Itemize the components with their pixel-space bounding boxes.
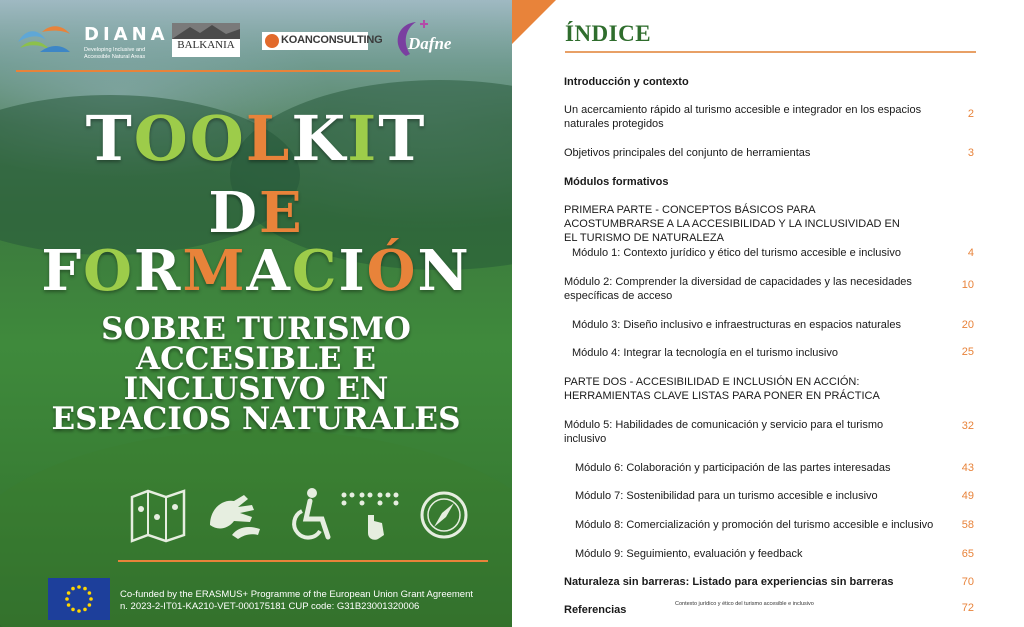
- toc-entry[interactable]: Módulo 8: Comercialización y promoción del turismo accesible e inclusivo: [575, 519, 934, 531]
- toc-heading: Introducción y contexto: [564, 76, 689, 88]
- toc-page-number: 32: [961, 420, 974, 432]
- title-toolkit: [0, 102, 512, 175]
- sign-language-icon: [204, 485, 266, 545]
- braille-icon: [338, 485, 402, 545]
- toc-heading: Módulos formativos: [564, 176, 669, 188]
- map-icon: [128, 485, 188, 545]
- partner-logos: [0, 14, 512, 66]
- title-letter: D: [208, 180, 259, 246]
- title-de: [0, 180, 512, 246]
- title-letter: T: [378, 102, 427, 175]
- koan-logo: [262, 32, 383, 50]
- toc-entry[interactable]: Módulo 2: Comprender la diversidad de capacidades y las necesidades específicas de acceso: [564, 276, 912, 302]
- toc-page-number: 49: [961, 490, 974, 502]
- title-letter: I: [338, 238, 367, 304]
- divider: [16, 70, 400, 72]
- accessibility-icons: [124, 485, 474, 549]
- toc-page-number: 10: [961, 279, 974, 291]
- balkania-logo: [172, 23, 240, 57]
- funding-line: Co-funded by the ERASMUS+ Programme of the European Union Grant Agreement: [120, 589, 474, 600]
- toc-entry[interactable]: Módulo 9: Seguimiento, evaluación y feedback: [575, 548, 803, 560]
- title-letter: K: [291, 102, 348, 175]
- koan-mark-icon: [265, 34, 279, 48]
- toc-entry[interactable]: Módulo 3: Diseño inclusivo e infraestructuras en espacios naturales: [572, 319, 901, 331]
- title-letter: E: [258, 180, 304, 246]
- divider: [118, 560, 488, 562]
- toc-page-number: 65: [961, 548, 974, 560]
- toc-part-heading: PRIMERA PARTE - CONCEPTOS BÁSICOS PARA ACOSTUMBRARSE A LA ACCESIBILIDAD Y LA INCLUSIVIDAD EN EL TURISMO DE NATURALEZA: [564, 204, 900, 244]
- title-letter: OO: [133, 102, 246, 175]
- toc-page-number: 25: [961, 346, 974, 358]
- toc-entry[interactable]: Un acercamiento rápido al turismo accesible e integrador en los espacios naturales protegidos: [564, 104, 922, 130]
- balkania-logo-text: BALKANIA: [177, 39, 235, 51]
- dafne-logo-text: Dafne: [408, 34, 452, 53]
- title-letter: A: [246, 238, 292, 304]
- diana-logo-name: DIANA: [84, 24, 169, 45]
- funding-statement: [120, 589, 500, 613]
- toc-entry[interactable]: Módulo 1: Contexto jurídico y ético del turismo accesible e inclusivo: [572, 247, 901, 259]
- footer-note: Contexto jurídico y ético del turismo accesible e inclusivo: [675, 601, 814, 607]
- divider: [565, 51, 976, 53]
- toc-page-number: 2: [967, 108, 974, 120]
- toc-page-number: 70: [961, 576, 974, 588]
- title-letter: M: [182, 238, 247, 304]
- toc-entry[interactable]: Módulo 6: Colaboración y participación de las partes interesadas: [575, 462, 891, 474]
- index-title: ÍNDICE: [565, 21, 652, 46]
- toc-entry[interactable]: Naturaleza sin barreras: Listado para experiencias sin barreras: [564, 576, 894, 588]
- title-letter: Ó: [366, 238, 418, 304]
- title-letter: C: [291, 238, 339, 304]
- title-letter: I: [347, 102, 379, 175]
- toc-entry[interactable]: Referencias: [564, 604, 627, 616]
- toc-page-number: 3: [967, 147, 974, 159]
- title-letter: T: [85, 102, 134, 175]
- toc-page-number: 4: [967, 247, 974, 259]
- subtitle-line: ESPACIOS NATURALES: [51, 401, 461, 437]
- title-letter: R: [133, 238, 183, 304]
- eu-flag-icon: [48, 578, 110, 620]
- eu-stars-icon: [48, 578, 110, 620]
- subtitle-line: SOBRE TURISMO: [101, 311, 411, 347]
- toc-entry[interactable]: Objetivos principales del conjunto de herramientas: [564, 147, 811, 159]
- wheelchair-icon: [284, 485, 334, 545]
- toc-entry[interactable]: Módulo 7: Sostenibilidad para un turismo accesible e inclusivo: [575, 490, 878, 502]
- title-letter: N: [417, 238, 471, 304]
- compass-icon: [416, 485, 472, 545]
- koan-logo-text: KOANCONSULTING: [281, 34, 383, 46]
- toc-entry[interactable]: Módulo 5: Habilidades de comunicación y servicio para el turismo inclusivo: [564, 419, 884, 445]
- toc-page-number: 58: [961, 519, 974, 531]
- toc-page-number: 72: [961, 602, 974, 614]
- title-letter: O: [83, 238, 134, 304]
- title-letter: F: [41, 238, 84, 304]
- title-letter: L: [245, 102, 292, 175]
- subtitle-line: ACCESIBLE E: [136, 341, 376, 377]
- subtitle-line: INCLUSIVO EN: [123, 371, 389, 407]
- diana-logo-icon: [16, 22, 72, 56]
- corner-accent: [512, 0, 556, 44]
- toc-page-number: 43: [961, 462, 974, 474]
- diana-logo-tagline: Developing Inclusive and Accessible Natural Areas: [84, 47, 146, 60]
- toc-entry[interactable]: Módulo 4: Integrar la tecnología en el turismo inclusivo: [572, 347, 838, 359]
- toc-page-number: 20: [961, 319, 974, 331]
- title-formacion: [0, 238, 512, 304]
- toc-part-heading: PARTE DOS - ACCESIBILIDAD E INCLUSIÓN EN ACCIÓN: HERRAMIENTAS CLAVE LISTAS PARA PONER EN PRÁCTICA: [564, 376, 880, 402]
- dafne-logo: [392, 16, 468, 64]
- funding-line: n. 2023-2-IT01-KA210-VET-000175181 CUP code: G31B23001320006: [120, 601, 420, 612]
- mountain-icon: [172, 23, 240, 39]
